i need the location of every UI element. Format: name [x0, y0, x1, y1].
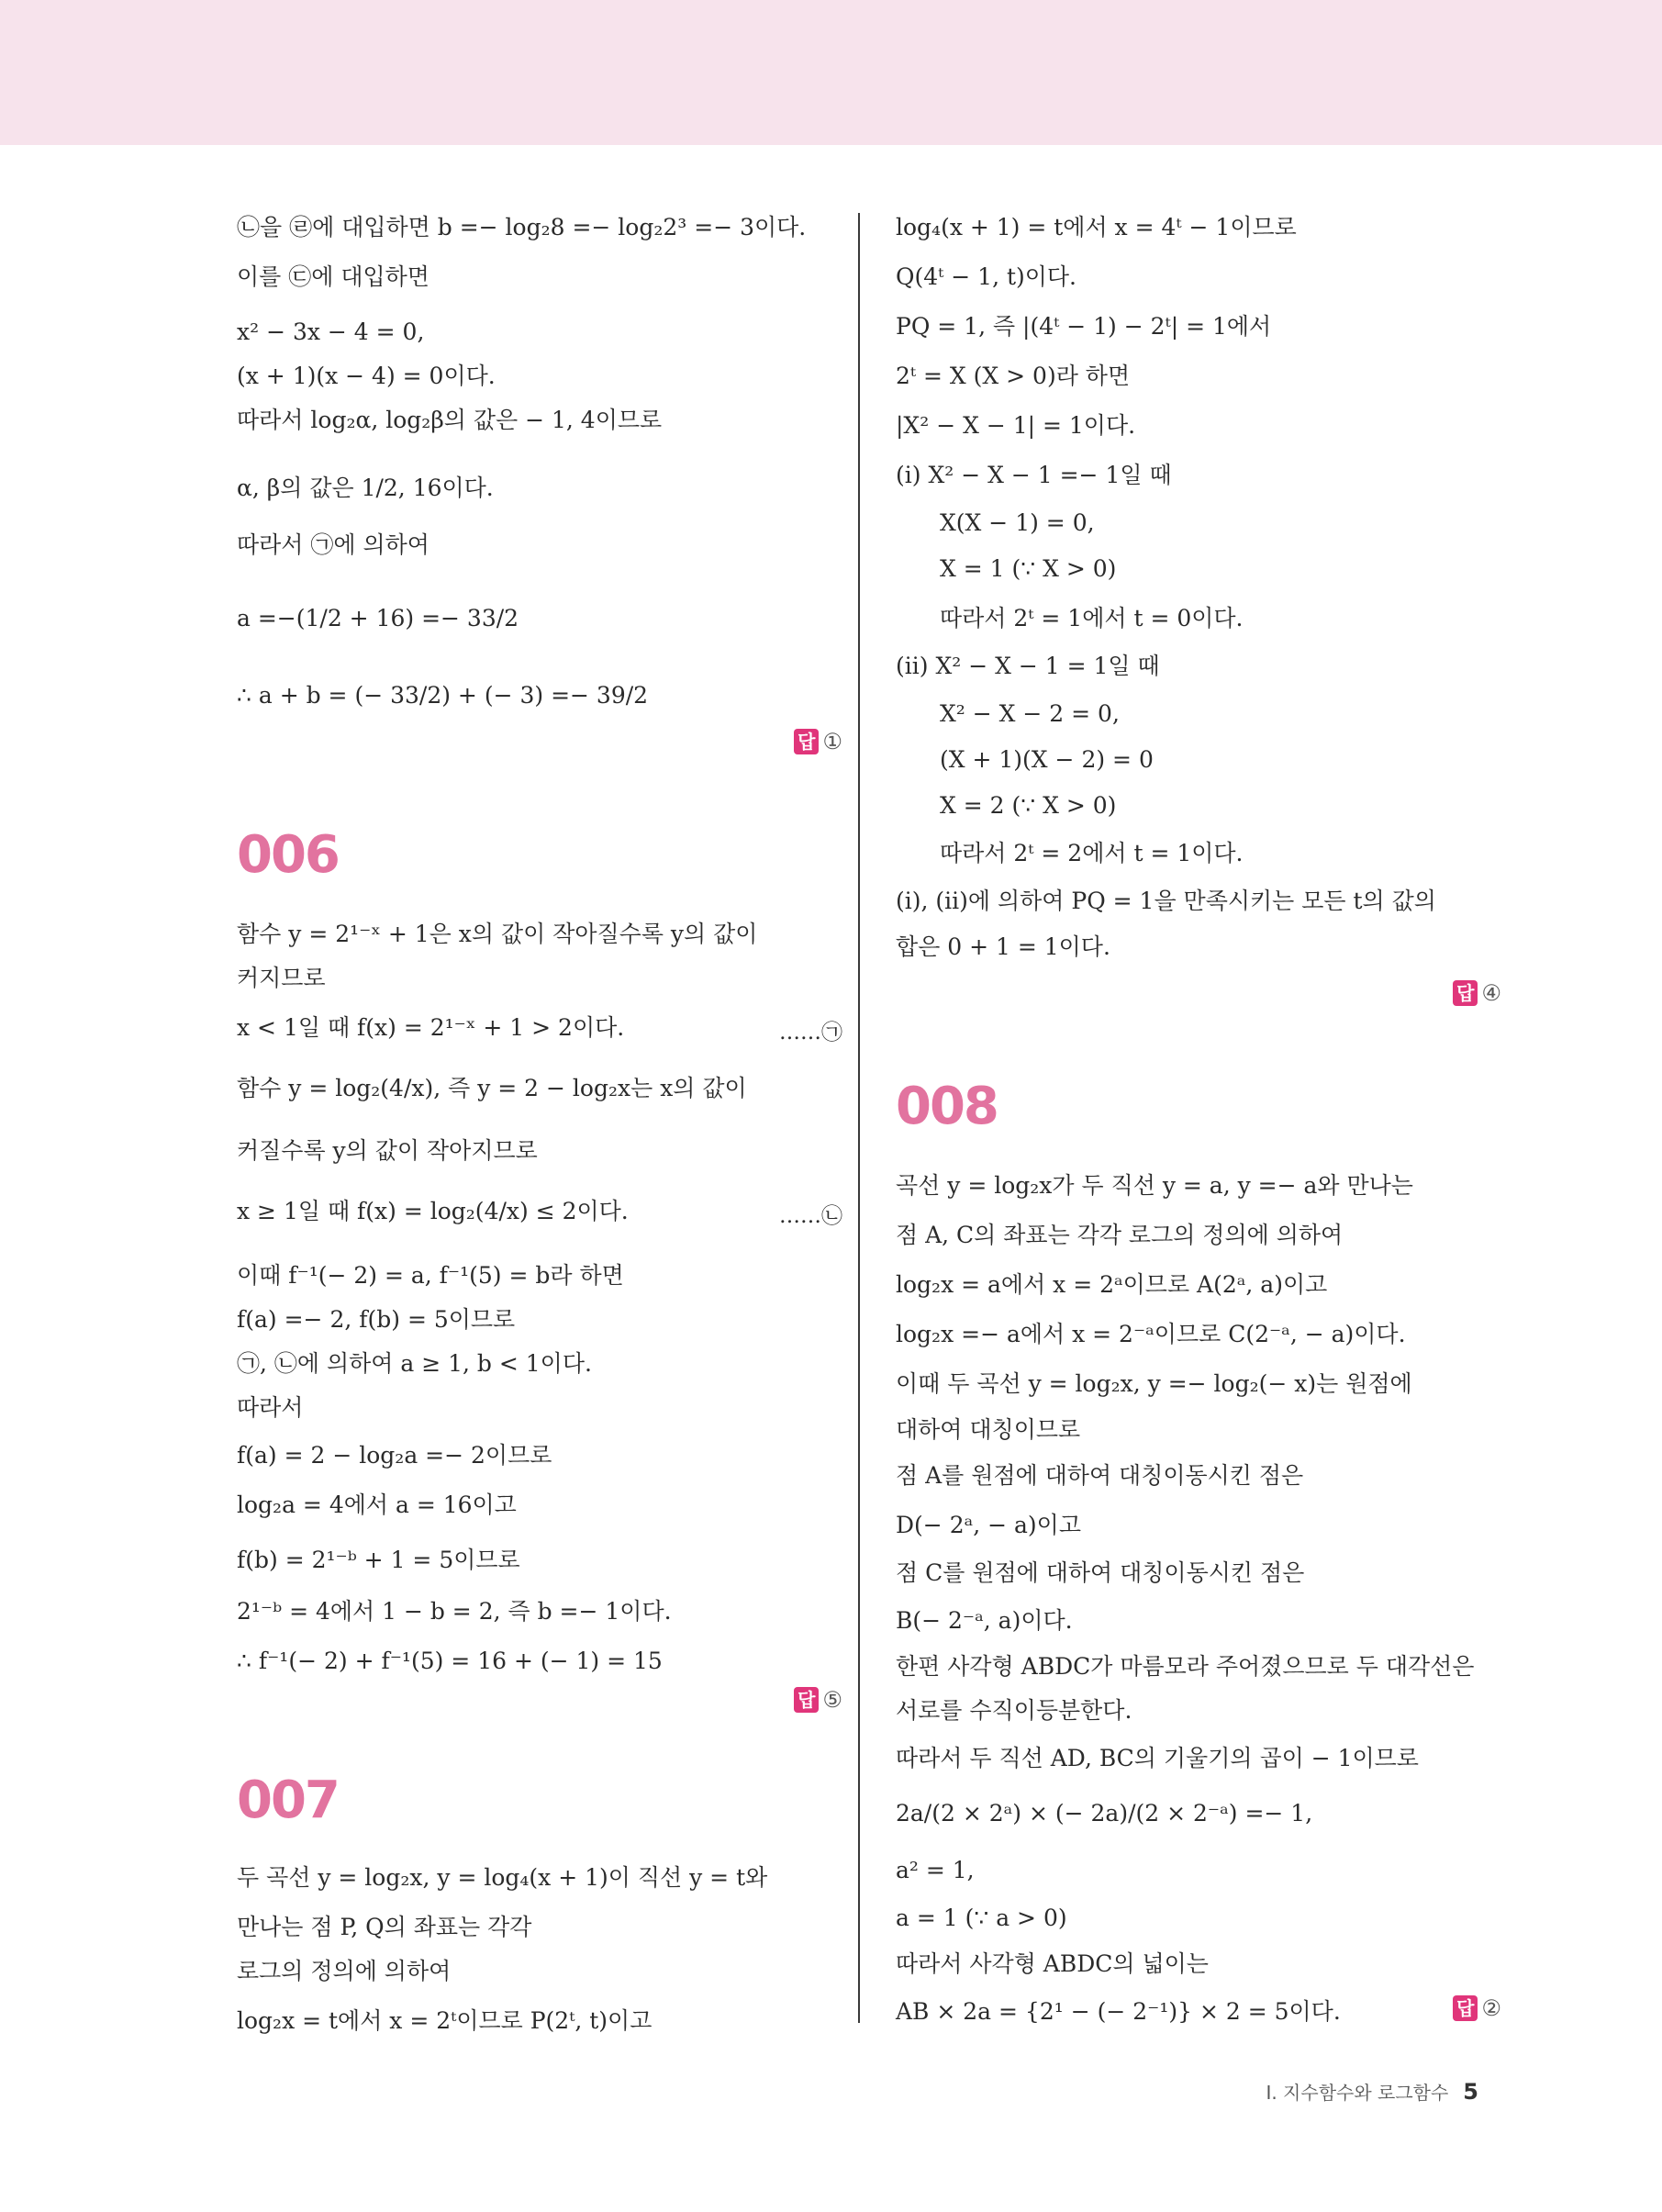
problem-number-007: 007	[237, 1771, 339, 1830]
text-line: log₂x =− a에서 x = 2⁻ᵃ이므로 C(2⁻ᵃ, − a)이다.	[896, 1321, 1406, 1347]
answer-label: 답	[1453, 1995, 1478, 2021]
text-line: (ⅰ), (ⅱ)에 의하여 PQ = 1을 만족시키는 모든 t의 값의	[896, 888, 1436, 914]
text-line: (x + 1)(x − 4) = 0이다.	[237, 363, 496, 389]
text-line: a = 1 (∵ a > 0)	[896, 1905, 1067, 1931]
text-line: f(a) =− 2, f(b) = 5이므로	[237, 1306, 516, 1333]
answer-number: ①	[822, 729, 842, 754]
text-line: X² − X − 2 = 0,	[940, 700, 1120, 727]
text-line: X(X − 1) = 0,	[940, 509, 1095, 536]
text-line: |X² − X − 1| = 1이다.	[896, 412, 1136, 439]
text-line: log₂x = a에서 x = 2ᵃ이므로 A(2ᵃ, a)이고	[896, 1271, 1328, 1298]
text-line: X = 2 (∵ X > 0)	[940, 792, 1117, 819]
text-line: D(− 2ᵃ, − a)이고	[896, 1512, 1081, 1538]
text-line: log₂x = t에서 x = 2ᵗ이므로 P(2ᵗ, t)이고	[237, 2007, 653, 2034]
column-divider	[858, 213, 860, 2023]
text-line: ㉠, ㉡에 의하여 a ≥ 1, b < 1이다.	[237, 1350, 592, 1377]
text-line: 점 C를 원점에 대하여 대칭이동시킨 점은	[896, 1559, 1305, 1586]
text-line: ㉡을 ㉣에 대입하면 b =− log₂8 =− log₂2³ =− 3이다.	[237, 214, 807, 240]
text-line: 점 A를 원점에 대하여 대칭이동시킨 점은	[896, 1462, 1304, 1489]
text-line: 곡선 y = log₂x가 두 직선 y = a, y =− a와 만나는	[896, 1172, 1413, 1199]
answer-label: 답	[1453, 980, 1478, 1006]
answer-number: ②	[1481, 1995, 1501, 2021]
text-line: f(a) = 2 − log₂a =− 2이므로	[237, 1442, 552, 1469]
text-line: PQ = 1, 즉 |(4ᵗ − 1) − 2ᵗ| = 1에서	[896, 313, 1272, 340]
text-line: 2a/(2 × 2ᵃ) × (− 2a)/(2 × 2⁻ᵃ) =− 1,	[896, 1800, 1313, 1827]
text-line: a² = 1,	[896, 1857, 975, 1883]
answer-mark	[1453, 980, 1501, 1006]
text-line: AB × 2a = {2¹ − (− 2⁻¹)} × 2 = 5이다.	[896, 1998, 1341, 2025]
text-line: (ⅰ) X² − X − 1 =− 1일 때	[896, 462, 1172, 488]
answer-mark	[1453, 1995, 1501, 2021]
text-line: 로그의 정의에 의하여	[237, 1958, 452, 1984]
text-line: 커지므로	[237, 965, 326, 991]
text-line: x < 1일 때 f(x) = 2¹⁻ˣ + 1 > 2이다.	[237, 1014, 625, 1041]
text-line: 따라서 log₂α, log₂β의 값은 − 1, 4이므로	[237, 407, 663, 433]
text-line: 따라서 2ᵗ = 2에서 t = 1이다.	[940, 840, 1244, 866]
text-line: 따라서 ㉠에 의하여	[237, 531, 429, 558]
answer-label: 답	[794, 1687, 819, 1713]
problem-number-006: 006	[237, 825, 339, 885]
text-line: x² − 3x − 4 = 0,	[237, 318, 425, 345]
page-footer	[1266, 2078, 1478, 2105]
text-line: 2¹⁻ᵇ = 4에서 1 − b = 2, 즉 b =− 1이다.	[237, 1598, 672, 1625]
text-line: 두 곡선 y = log₂x, y = log₄(x + 1)이 직선 y = t와	[237, 1864, 768, 1891]
answer-mark	[794, 1687, 842, 1713]
text-line: x ≥ 1일 때 f(x) = log₂(4/x) ≤ 2이다.	[237, 1198, 629, 1224]
chapter-title: Ⅰ. 지수함수와 로그함수	[1266, 2082, 1449, 2104]
text-line: 합은 0 + 1 = 1이다.	[896, 933, 1110, 960]
equation-marker: ……㉡	[779, 1204, 842, 1228]
text-line: 이를 ㉢에 대입하면	[237, 263, 429, 290]
text-line: α, β의 값은 1/2, 16이다.	[237, 475, 494, 501]
answer-mark	[794, 729, 842, 754]
text-line: 만나는 점 P, Q의 좌표는 각각	[237, 1914, 532, 1940]
problem-number-008: 008	[896, 1077, 998, 1136]
text-line: a =−(1/2 + 16) =− 33/2	[237, 605, 519, 631]
text-line: 서로를 수직이등분한다.	[896, 1697, 1132, 1724]
text-line: 함수 y = 2¹⁻ˣ + 1은 x의 값이 작아질수록 y의 값이	[237, 921, 758, 947]
text-line: ∴ f⁻¹(− 2) + f⁻¹(5) = 16 + (− 1) = 15	[237, 1648, 663, 1674]
text-line: 이때 f⁻¹(− 2) = a, f⁻¹(5) = b라 하면	[237, 1262, 624, 1289]
text-line: log₂a = 4에서 a = 16이고	[237, 1491, 517, 1518]
text-line: (ⅱ) X² − X − 1 = 1일 때	[896, 653, 1160, 679]
answer-number: ④	[1481, 980, 1501, 1006]
text-line: 따라서	[237, 1394, 304, 1421]
text-line: 대하여 대칭이므로	[896, 1416, 1081, 1443]
text-line: 따라서 사각형 ABDC의 넓이는	[896, 1950, 1209, 1977]
text-line: 함수 y = log₂(4/x), 즉 y = 2 − log₂x는 x의 값이	[237, 1075, 747, 1101]
text-line: X = 1 (∵ X > 0)	[940, 555, 1117, 582]
answer-number: ⑤	[822, 1687, 842, 1713]
text-line: ∴ a + b = (− 33/2) + (− 3) =− 39/2	[237, 682, 649, 709]
page-number: 5	[1463, 2079, 1478, 2105]
top-band	[0, 0, 1662, 145]
text-line: 한편 사각형 ABDC가 마름모라 주어졌으므로 두 대각선은	[896, 1653, 1475, 1680]
text-line: 이때 두 곡선 y = log₂x, y =− log₂(− x)는 원점에	[896, 1370, 1412, 1397]
text-line: log₄(x + 1) = t에서 x = 4ᵗ − 1이므로	[896, 214, 1297, 240]
text-line: 2ᵗ = X (X > 0)라 하면	[896, 363, 1131, 389]
text-line: (X + 1)(X − 2) = 0	[940, 746, 1154, 773]
text-line: 따라서 두 직선 AD, BC의 기울기의 곱이 − 1이므로	[896, 1745, 1419, 1771]
text-line: 점 A, C의 좌표는 각각 로그의 정의에 의하여	[896, 1222, 1344, 1248]
text-line: B(− 2⁻ᵃ, a)이다.	[896, 1607, 1073, 1634]
text-line: 따라서 2ᵗ = 1에서 t = 0이다.	[940, 605, 1244, 631]
answer-label: 답	[794, 729, 819, 754]
equation-marker: ……㉠	[779, 1021, 842, 1045]
text-line: Q(4ᵗ − 1, t)이다.	[896, 263, 1077, 290]
text-line: f(b) = 2¹⁻ᵇ + 1 = 5이므로	[237, 1547, 520, 1573]
text-line: 커질수록 y의 값이 작아지므로	[237, 1137, 538, 1164]
